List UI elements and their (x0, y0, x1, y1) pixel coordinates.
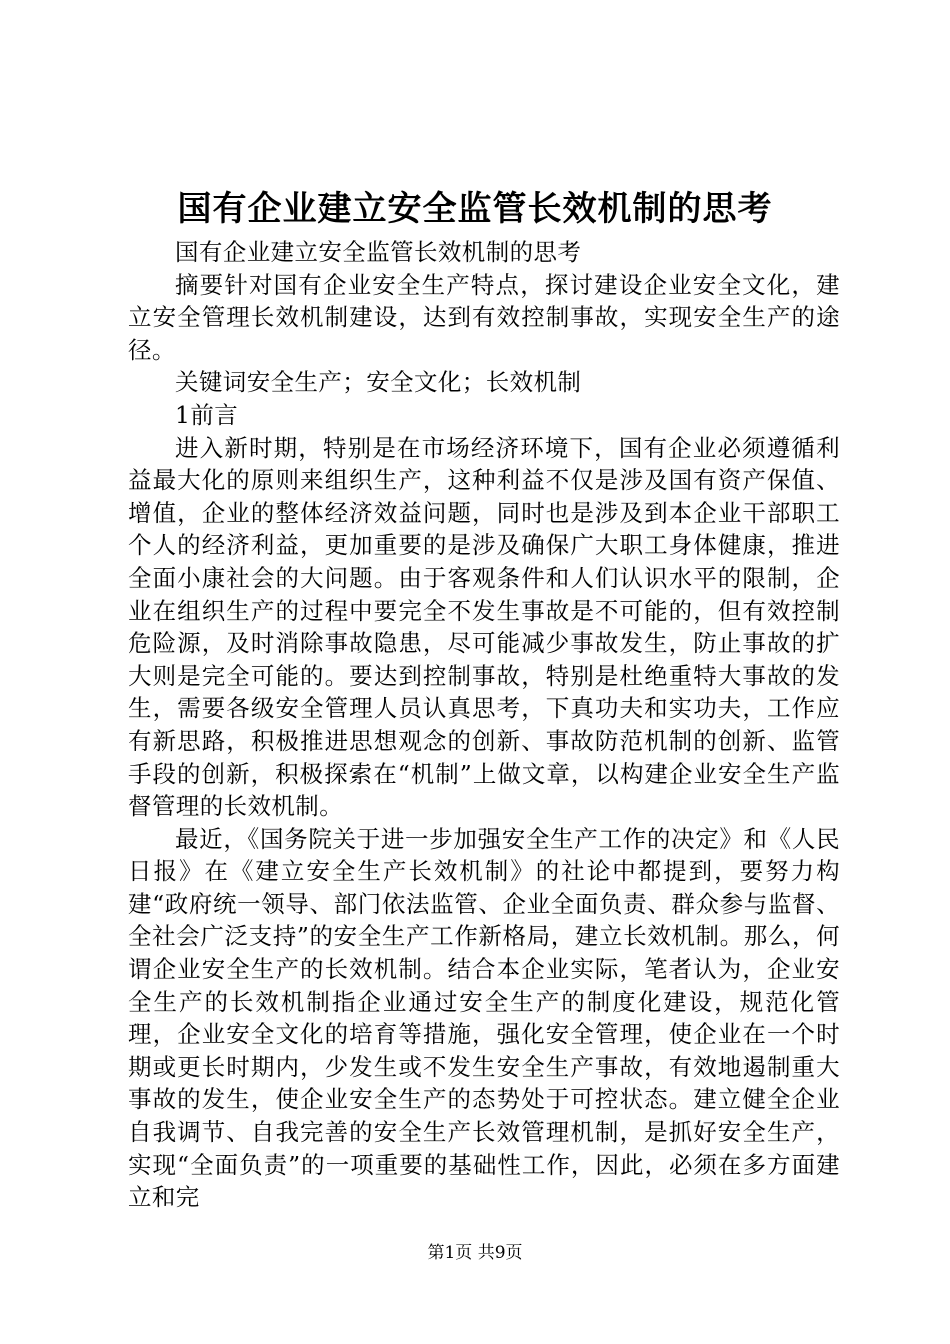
document-title: 国有企业建立安全监管长效机制的思考 (177, 189, 773, 229)
section-heading: 1前言 (175, 400, 239, 429)
abstract-paragraph: 摘要针对国有企业安全生产特点，探讨建设企业安全文化，建立安全管理长效机制建设，达到有效控制事故，实现安全生产的途径。 (128, 270, 840, 364)
keywords-paragraph: 关键词安全生产；安全文化；长效机制 (175, 368, 582, 397)
document-body (128, 236, 840, 1214)
body-paragraph: 进入新时期，特别是在市场经济环境下，国有企业必须遵循利益最大化的原则来组织生产，这种利益不仅是涉及国有资产保值、增值，企业的整体经济效益问题，同时也是涉及到本企业干部职工个人的经济利益，更加重要的是涉及确保广大职工身体健康，推进全面小康社会的大问题。由于客观条件和人们认识水平的限制，企业在组织生产的过程中要完全不发生事故是不可能的，但有效控制危险源，及时消除事故隐患，尽可能减少事故发生，防止事故的扩大则是完全可能的。要达到控制事故，特别是杜绝重特大事故的发生，需要各级安全管理人员认真思考，下真功夫和实功夫，工作应有新思路，积极推进思想观念的创新、事故防范机制的创新、监管手段的创新，积极探索在“机制”上做文章，以构建企业安全生产监督管理的长效机制。 (128, 433, 840, 821)
subtitle-paragraph: 国有企业建立安全监管长效机制的思考 (175, 238, 582, 266)
page-number: 第1页 共9页 (427, 1243, 523, 1263)
body-paragraph: 最近，《国务院关于进一步加强安全生产工作的决定》和《人民日报》在《建立安全生产长效机制》的社论中都提到，要努力构建“政府统一领导、部门依法监管、企业全面负责、群众参与监督、全社会广泛支持”的安全生产工作新格局，建立长效机制。那么，何谓企业安全生产的长效机制。结合本企业实际，笔者认为，企业安全生产的长效机制指企业通过安全生产的制度化建设，规范化管理，企业安全文化的培育等措施，强化安全管理，使企业在一个时期或更长时期内，少发生或不发生安全生产事故，有效地遏制重大事故的发生，使企业安全生产的态势处于可控状态。建立健全企业自我调节、自我完善的安全生产长效管理机制，是抓好安全生产，实现“全面负责”的一项重要的基础性工作，因此，必须在多方面建立和完 (128, 824, 840, 1212)
